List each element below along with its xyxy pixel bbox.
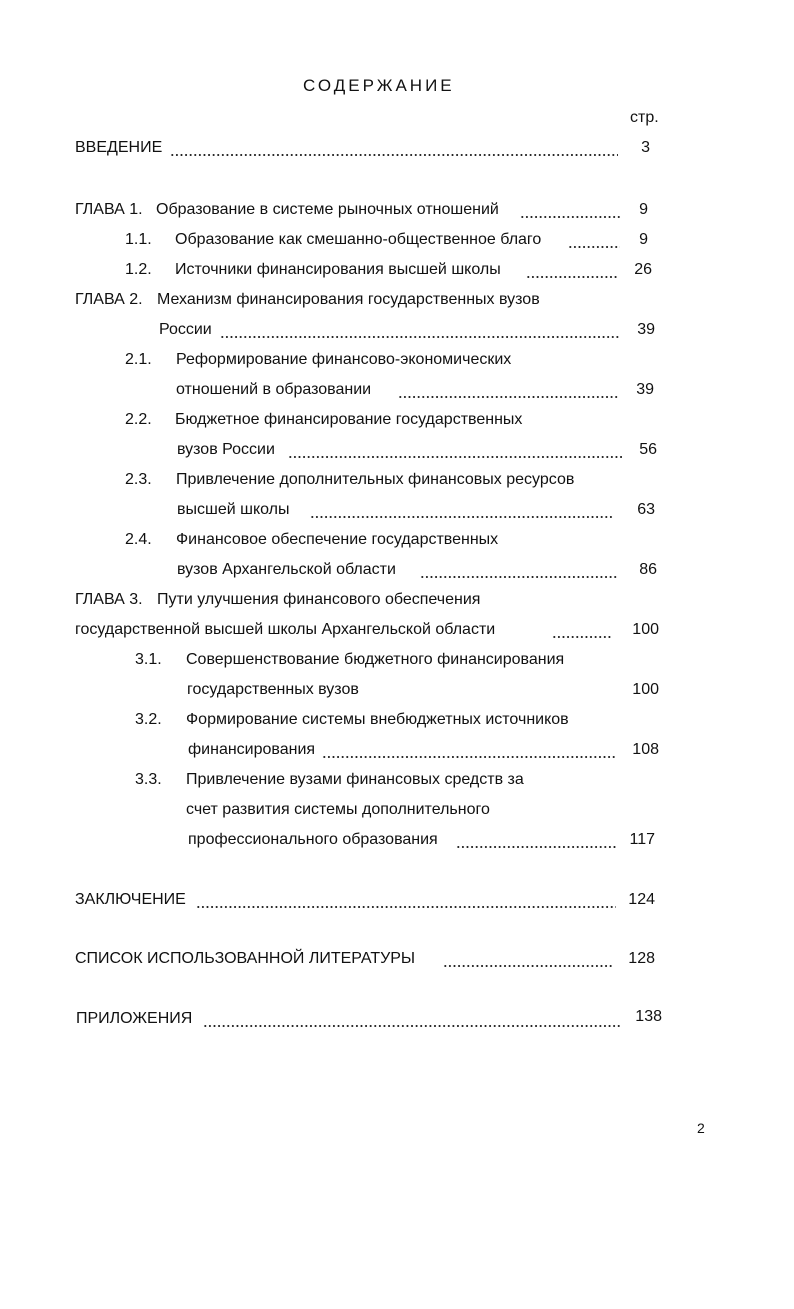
toc-entry-text-line-2: государственной высшей школы Архангельской области [75,621,496,638]
toc-entry-page: 3 [641,139,650,156]
section-number: 3.2. [135,711,162,728]
toc-entry-text: ЗАКЛЮЧЕНИЕ [75,891,186,908]
leader-dots [322,735,615,765]
leader-dots [170,133,618,163]
toc-entry-text-line-2: счет развития системы дополнительного [186,801,490,818]
toc-entry-page: 9 [639,201,648,218]
page-column-header: стр. [630,109,659,126]
toc-entry-text-line-1: Формирование системы внебюджетных источников [186,711,569,728]
toc-entry-text-line-2: вузов Архангельской области [177,561,396,578]
toc-entry-text-line-1: Финансовое обеспечение государственных [176,531,499,548]
toc-entry-text-line-2: России [159,321,212,338]
toc-entry-text-line-2: вузов России [177,441,275,458]
chapter-heading: ГЛАВА 3. [75,591,143,608]
leader-dots [398,375,618,405]
toc-entry-page: 117 [629,831,655,848]
toc-entry-page: 39 [637,321,655,338]
leader-dots [196,885,616,915]
toc-entry-page: 100 [632,621,659,638]
toc-entry-text-line-1: Реформирование финансово-экономических [176,351,512,368]
section-number: 3.1. [135,651,162,668]
toc-entry-text-line-1: Привлечение дополнительных финансовых ресурсов [176,471,575,488]
toc-entry-page: 26 [634,261,652,278]
toc-entry-page: 56 [639,441,657,458]
section-number: 2.2. [125,411,152,428]
chapter-heading: ГЛАВА 2. [75,291,143,308]
toc-entry-text-line-1: Совершенствование бюджетного финансирования [186,651,565,668]
leader-dots [420,555,618,585]
toc-entry-text-line-1: Бюджетное финансирование государственных [175,411,523,428]
toc-entry-text-line-2: финансирования [188,741,316,758]
toc-entry-text-line-1: Механизм финансирования государственных вузов [157,291,540,308]
leader-dots [443,944,613,974]
toc-entry-text: Образование как смешанно-общественное благо [175,231,542,248]
toc-entry-page: 128 [628,950,655,967]
page-number: 2 [697,1120,705,1136]
toc-entry-text-line-1: Пути улучшения финансового обеспечения [157,591,481,608]
toc-entry-page: 9 [639,231,648,248]
toc-entry-page: 86 [639,561,657,578]
toc-entry-page: 63 [637,501,655,518]
toc-entry-text-line-2: отношений в образовании [176,381,372,398]
section-number: 3.3. [135,771,162,788]
section-number: 2.1. [125,351,152,368]
toc-entry-page: 100 [632,681,659,698]
document-title: СОДЕРЖАНИЕ [303,76,455,95]
toc-entry-text-line-2: государственных вузов [187,681,359,698]
toc-entry-text: ПРИЛОЖЕНИЯ [76,1010,193,1027]
toc-entry-page: 138 [635,1008,662,1025]
toc-entry-text: СПИСОК ИСПОЛЬЗОВАННОЙ ЛИТЕРАТУРЫ [75,950,416,967]
toc-entry-page: 39 [636,381,654,398]
toc-entry-page: 124 [628,891,655,908]
section-number: 1.1. [125,231,152,248]
section-number: 1.2. [125,261,152,278]
leader-dots [310,495,613,525]
toc-entry-text: ВВЕДЕНИЕ [75,139,163,156]
leader-dots [288,435,622,465]
section-number: 2.3. [125,471,152,488]
chapter-heading: ГЛАВА 1. [75,201,143,218]
toc-entry-page: 108 [632,741,659,758]
toc-entry-text-line-3: профессионального образования [188,831,438,848]
leader-dots [203,1004,620,1034]
section-number: 2.4. [125,531,152,548]
leader-dots [456,825,616,855]
toc-entry-text: Источники финансирования высшей школы [175,261,501,278]
toc-entry-text-line-1: Привлечение вузами финансовых средств за [186,771,524,788]
toc-entry-text: Образование в системе рыночных отношений [156,201,499,218]
leader-dots [220,315,620,345]
toc-entry-text-line-2: высшей школы [177,501,290,518]
